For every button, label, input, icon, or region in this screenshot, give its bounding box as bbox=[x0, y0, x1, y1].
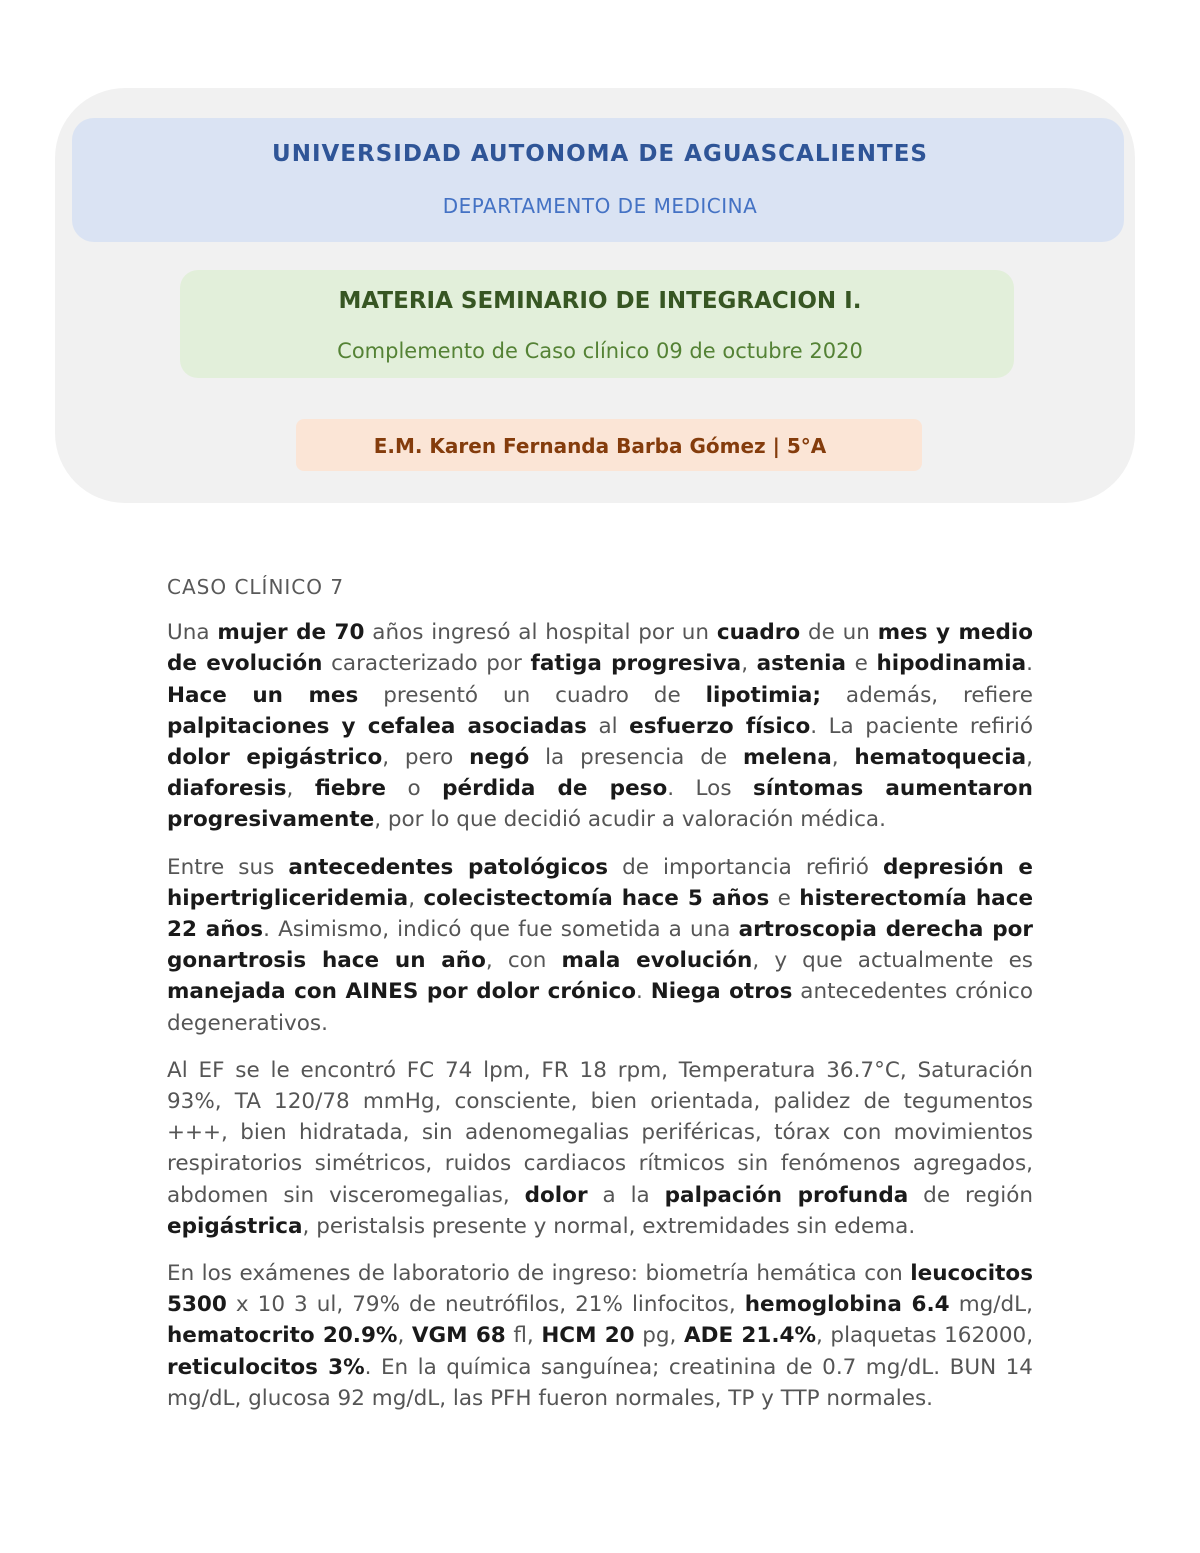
case-content bbox=[167, 572, 1033, 1430]
bold-term: astenia bbox=[756, 651, 847, 677]
bold-term: dolor epigástrico bbox=[167, 745, 383, 771]
university-band bbox=[72, 118, 1124, 242]
bold-term: reticulocitos 3% bbox=[167, 1354, 365, 1380]
bold-term: manejada con AINES por dolor crónico bbox=[167, 979, 636, 1005]
bold-term: melena bbox=[742, 745, 832, 771]
bold-term: cuadro bbox=[716, 620, 801, 646]
case-paragraph-3: Al EF se le encontró FC 74 lpm, FR 18 rpm, Temperatura 36.7°C, Saturación 93%, TA 120/78 mmHg, consciente, bien orientada, palidez de tegumentos +++, bien hidratada, sin adenomegalias periféricas, tórax con movimientos respiratorios simétricos, ruidos cardiacos rítmicos sin fenómenos agregados, abdomen sin visceromegalias, dolor a la palpación profunda de región epigástrica, peristalsis presente y normal, extremidades sin edema. bbox=[167, 1057, 1033, 1239]
bold-term: Niega otros bbox=[650, 979, 793, 1005]
bold-term: hematoquecia bbox=[854, 745, 1027, 771]
department-title: DEPARTAMENTO DE MEDICINA bbox=[442, 194, 758, 218]
bold-term: esfuerzo físico bbox=[629, 713, 811, 739]
bold-term: palpación profunda bbox=[664, 1182, 909, 1208]
bold-term: antecedentes patológicos bbox=[288, 854, 609, 880]
bold-term: ADE 21.4% bbox=[683, 1323, 816, 1349]
bold-term: epigástrica bbox=[167, 1213, 303, 1239]
case-paragraph-4: En los exámenes de laboratorio de ingreso: biometría hemática con leucocitos 5300 x 10 3 ul, 79% de neutrófilos, 21% linfocitos, hemoglobina 6.4 mg/dL, hematocrito 20.9%, VGM 68 fl, HCM 20 pg, ADE 21.4%, plaquetas 162000, reticulocitos 3%. En la química sanguínea; creatinina de 0.7 mg/dL. BUN 14 mg/dL, glucosa 92 mg/dL, las PFH fueron normales, TP y TTP normales. bbox=[167, 1261, 1034, 1411]
bold-term: VGM 68 bbox=[411, 1323, 506, 1349]
bold-term: colecistectomía hace 5 años bbox=[423, 885, 770, 911]
bold-term: fiebre bbox=[314, 776, 386, 802]
bold-term: negó bbox=[469, 745, 530, 771]
bold-term: artroscopia derecha por gonartrosis hace un año bbox=[167, 917, 1033, 974]
bold-term: depresión e hipertrigliceridemia bbox=[167, 854, 1034, 911]
bold-term: hipodinamia bbox=[876, 651, 1027, 677]
bold-term: fatiga progresiva bbox=[530, 651, 742, 677]
university-title: UNIVERSIDAD AUTONOMA DE AGUASCALIENTES bbox=[272, 141, 928, 167]
subject-title: MATERIA SEMINARIO DE INTEGRACION I. bbox=[338, 288, 862, 314]
bold-term: histerectomía hace 22 años bbox=[167, 885, 1034, 943]
bold-term: hematocrito 20.9% bbox=[167, 1323, 398, 1349]
bold-term: leucocitos 5300 bbox=[167, 1261, 1033, 1318]
case-paragraph-1: Una mujer de 70 años ingresó al hospital por un cuadro de un mes y medio de evolución caracterizado por fatiga progresiva, astenia e hipodinamia. Hace un mes presentó un cuadro de lipotimia; además, refiere palpitaciones y cefalea asociadas al esfuerzo físico. La paciente refirió dolor epigástrico, pero negó la presencia de melena, hematoquecia, diaforesis, fiebre o pérdida de peso. Los síntomas aumentaron progresivamente, por lo que decidió acudir a valoración médica. bbox=[167, 620, 1034, 833]
bold-term: mujer de 70 bbox=[217, 620, 365, 646]
bold-term: pérdida de peso bbox=[442, 776, 668, 802]
bold-term: mes y medio de evolución bbox=[167, 620, 1034, 677]
case-paragraph-2: Entre sus antecedentes patológicos de importancia refirió depresión e hipertrigliceridemia, colecistectomía hace 5 años e histerectomía hace 22 años. Asimismo, indicó que fue sometida a una artroscopia derecha por gonartrosis hace un año, con mala evolución, y que actualmente es manejada con AINES por dolor crónico. Niega otros antecedentes crónico degenerativos. bbox=[167, 854, 1034, 1036]
bold-term: lipotimia; bbox=[705, 682, 822, 708]
bold-term: dolor bbox=[524, 1182, 588, 1208]
bold-term: Hace un mes bbox=[167, 682, 359, 708]
case-title: CASO CLÍNICO 7 bbox=[167, 575, 345, 599]
complement-subtitle: Complemento de Caso clínico 09 de octubre 2020 bbox=[337, 339, 863, 363]
bold-term: mala evolución bbox=[561, 948, 753, 974]
bold-term: síntomas aumentaron progresivamente bbox=[167, 776, 1033, 833]
bold-term: HCM 20 bbox=[541, 1323, 635, 1349]
bold-term: diaforesis bbox=[167, 776, 287, 802]
bold-term: hemoglobina 6.4 bbox=[744, 1292, 950, 1318]
bold-term: palpitaciones y cefalea asociadas bbox=[167, 713, 587, 739]
author-label: E.M. Karen Fernanda Barba Gómez | 5°A bbox=[373, 434, 827, 458]
